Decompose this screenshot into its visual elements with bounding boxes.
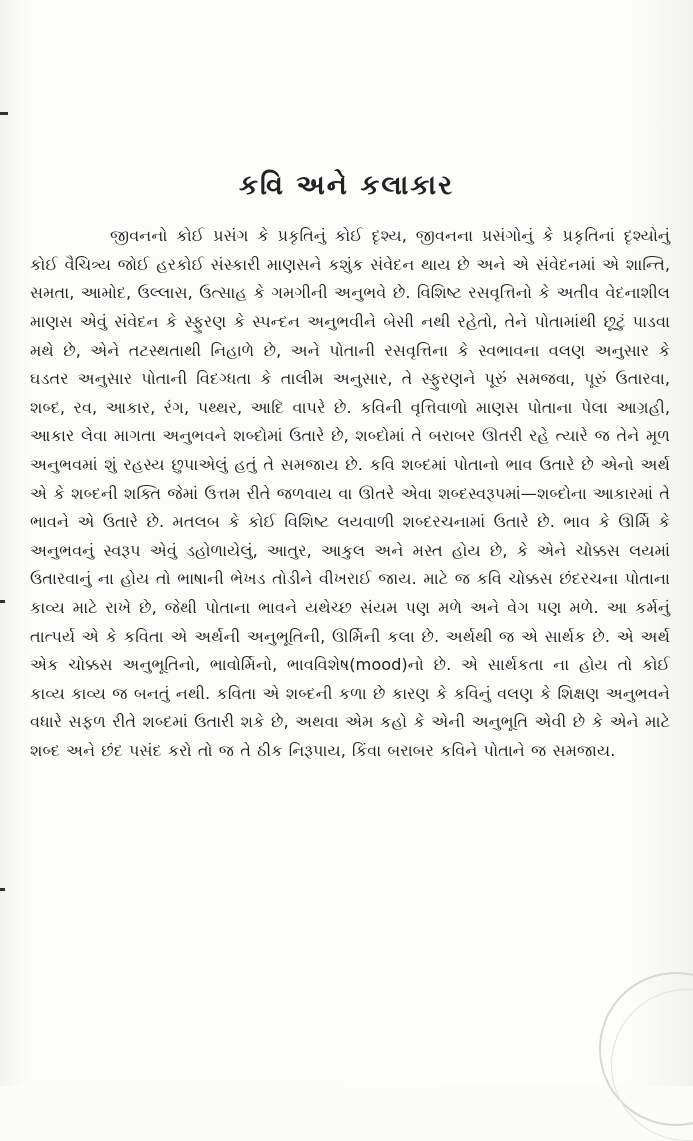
body-paragraph: જીવનનો કોઈ પ્રસંગ કે પ્રકૃતિનું કોઈ દૃશ્ય, જીવનના પ્રસંગોનું કે પ્રકૃતિનાં દૃશ્યોનું કોઈ વૈચિત્ર્ય જોઈ હરકોઈ સંસ્કારી માણસને કશુંક સંવેદન થાય છે અને એ સંવેદનમાં એ શાન્તિ, સમતા, આમોદ, ઉલ્લાસ, ઉત્સાહ કે ગમગીની અનુભવે છે. વિશિષ્ટ રસવૃત્તિનો કે અતીવ વેદનાશીલ માણસ એવું સંવેદન કે સ્ફુરણ કે સ્પન્દન અનુભવીને બેસી નથી રહેતો, તેને પોતામાંથી છૂટું પાડવા મથે છે, એને તટસ્થતાથી નિહાળે છે, અને પોતાની રસવૃત્તિના કે સ્વભાવના વલણ અનુસાર કે ઘડતર અનુસાર પોતાની વિદગ્ધતા કે તાલીમ અનુસાર, તે સ્ફુરણને પૂરું સમજવા, પૂરું ઉતારવા, શબ્દ, રવ, આકાર, રંગ, પથ્થર, આદિ વાપરે છે. કવિની વૃત્તિવાળો માણસ પોતાના પેલા આગ્રહી, આકાર લેવા માગતા અનુભવને શબ્દોમાં ઉતારે છે, શબ્દોમાં તે બરાબર ઊતરી રહે ત્યારે જ તેને મૂળ અનુભવમાં શું રહસ્ય છુપાએલું હતું તે સમજાય છે. કવિ શબ્દમાં પોતાનો ભાવ ઉતારે છે એનો અર્થ એ કે શબ્દની શક્તિ જેમાં ઉત્તમ રીતે જળવાય વા ઊતરે એવા શબ્દસ્વરૂપમાં—શબ્દોના આકારમાં તે ભાવને એ ઉતારે છે. મતલબ કે કોઈ વિશિષ્ટ લયવાળી શબ્દરચનામાં ઉતારે છે. ભાવ કે ઊર્મિ કે અનુભવનું સ્વરૂપ એવું ડહોળાયેલું, આતુર, આકુલ અને મસ્ત હોય છે, કે એને ચોક્કસ લયમાં ઉતારવાનું ના હોય તો ભાષાની ભેખડ તોડીને વીખરાઈ જાય. માટે જ કવિ ચોક્કસ છંદરચના પોતાના કાવ્ય માટે રાખે છે, જેથી પોતાના ભાવને યથેચ્છ સંયમ પણ મળે અને વેગ પણ મળે. આ કર્મનું તાત્પર્ય એ કે કવિતા એ અર્થની અનુભૂતિની, ઊર્મિની કલા છે. અર્થથી જ એ સાર્થક છે. એ અર્થ એક ચોક્કસ અનુભૂતિનો, ભાવોર્મિનો, ભાવવિશેષ(mood)નો છે. એ સાર્થકતા ના હોય તો કોઈ કાવ્ય કાવ્ય જ બનતું નથી. કવિતા એ શબ્દની કળા છે કારણ કે કવિનું વલણ કે શિક્ષણ અનુભવને વધારે સફળ રીતે શબ્દમાં ઉતારી શકે છે, અથવા એમ કહો કે એની અનુભૂતિ એવી છે કે એને માટે શબ્દ અને છંદ પસંદ કરો તો જ તે ઠીક નિરૂપાય, કિંવા બરાબર કવિને પોતાને જ સમજાય. [30,226,670,760]
edge-mark [0,888,5,891]
edge-mark [0,600,5,603]
edge-mark [0,112,8,115]
page-title: કવિ અને કલાકાર [238,170,455,202]
